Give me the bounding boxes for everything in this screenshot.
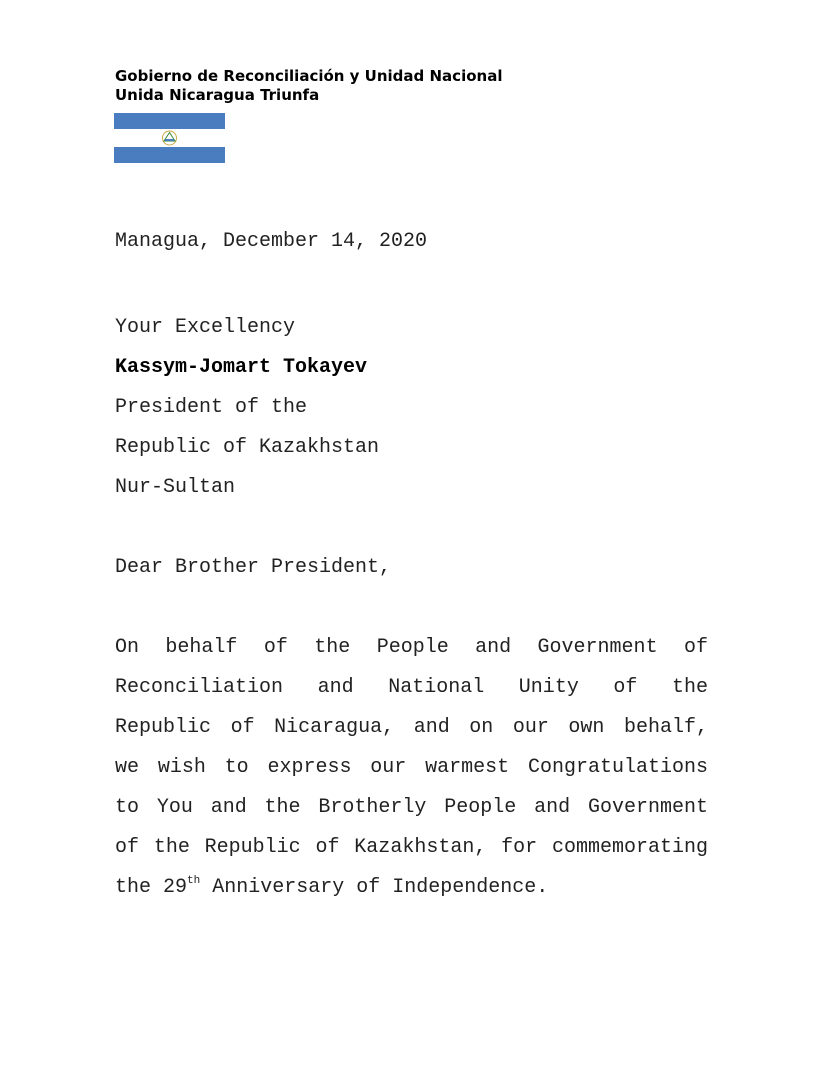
greeting: Dear Brother President, [115,556,392,579]
body-line: we wish to express our warmest Congratulations [115,756,708,779]
letter-date: Managua, December 14, 2020 [115,230,428,253]
letterhead-line-1: Gobierno de Reconciliación y Unidad Nacional [115,67,503,85]
letterhead [115,67,502,105]
nicaragua-flag [114,113,225,163]
body-line-final: the 29th Anniversary of Independence. [115,875,549,899]
letterhead-line-2: Unida Nicaragua Triunfa [115,86,320,104]
body-line: On behalf of the People and Government of [115,636,708,659]
recipient-role-line-1: President of the [115,396,308,419]
body-line: Reconciliation and National Unity of the [115,676,708,699]
salutation-title: Your Excellency [115,316,296,339]
body-line: Republic of Nicaragua, and on our own behalf, [115,716,708,739]
body-line: of the Republic of Kazakhstan, for commemorating [115,836,708,859]
recipient-name: Kassym-Jomart Tokayev [115,356,368,379]
body-line: to You and the Brotherly People and Government [115,796,708,819]
ordinal-superscript: th [187,875,201,887]
letter-body [115,628,708,908]
recipient-role-line-2: Republic of Kazakhstan [115,436,380,459]
recipient-city: Nur-Sultan [115,476,236,499]
